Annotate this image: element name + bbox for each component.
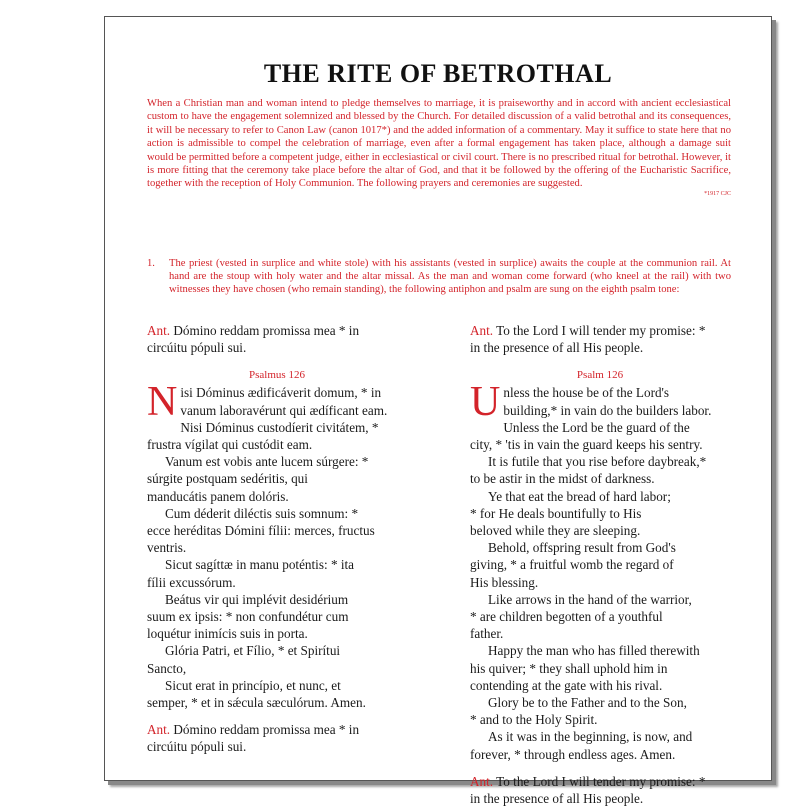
verse-line: Glória Patri, et Fílio, * et Spirítui xyxy=(165,643,341,659)
verse-line: Unless the Lord be the guard of the xyxy=(503,419,690,435)
rubric-step-1 xyxy=(147,257,731,297)
verse-line: his quiver; * they shall uphold him in xyxy=(470,660,668,676)
verse-line: Beátus vir qui implévit desidérium xyxy=(165,591,349,607)
verse-line: * are children begotten of a youthful xyxy=(470,609,663,625)
verse-line: father. xyxy=(470,626,504,642)
psalm-verse xyxy=(147,591,407,643)
verse-line: suum ex ipsis: * non confundétur cum xyxy=(147,609,349,625)
psalm-verse xyxy=(147,453,407,505)
verse-line: Sicut erat in princípio, et nunc, et xyxy=(165,677,341,693)
verse-line: Cum déderit diléctis suis somnum: * xyxy=(165,505,359,521)
english-antiphon-repeat xyxy=(470,773,730,807)
drop-cap: U xyxy=(470,379,501,426)
psalm-title: Psalmus 126 xyxy=(249,369,305,382)
antiphon-line: circúitu pópuli sui. xyxy=(147,340,247,356)
antiphon-line: To the Lord I will tender my promise: * xyxy=(496,323,706,338)
verse-line: Vanum est vobis ante lucem súrgere: * xyxy=(165,454,369,470)
verse-line: Sicut sagíttæ in manu poténtis: * ita xyxy=(165,557,355,573)
verse-line: Nisi Dóminus custodíerit civitátem, * xyxy=(180,419,379,435)
latin-antiphon xyxy=(147,322,407,356)
antiphon-label: Ant. xyxy=(470,323,494,338)
verse-line: vanum laboravérunt qui ædíficant eam. xyxy=(180,402,388,418)
antiphon-label: Ant. xyxy=(470,773,494,789)
psalm-verse xyxy=(147,419,407,453)
psalm-verse xyxy=(147,677,407,711)
psalm-verse xyxy=(470,591,730,643)
verse-line: giving, * a fruitful womb the regard of xyxy=(470,557,674,573)
verse-line: Like arrows in the hand of the warrior, xyxy=(488,591,692,607)
verse-line: semper, * et in sǽcula sæculórum. Amen. xyxy=(147,695,366,711)
english-antiphon xyxy=(470,322,730,356)
psalm-verse xyxy=(470,379,730,426)
psalm-verse xyxy=(470,419,730,453)
rubric-number: 1. xyxy=(147,258,155,269)
psalm-verse xyxy=(470,728,730,762)
psalm-verse xyxy=(470,453,730,487)
english-psalm-verses xyxy=(470,379,730,762)
antiphon-label: Ant. xyxy=(147,722,171,738)
verse-line: loquétur inimícis suis in porta. xyxy=(147,626,308,642)
psalm-verse xyxy=(147,642,407,676)
psalm-verse xyxy=(147,379,407,426)
footnote: *1917 CJC xyxy=(704,190,731,197)
verse-line: forever, * through endless ages. Amen. xyxy=(470,746,676,762)
verse-line: His blessing. xyxy=(470,574,539,590)
antiphon-line: in the presence of all His people. xyxy=(470,791,644,807)
verse-line: city, * 'tis in vain the guard keeps his sentry. xyxy=(470,437,703,453)
verse-line: ecce heréditas Dómini fílii: merces, fructus xyxy=(147,523,375,539)
intro-text: When a Christian man and woman intend to pledge themselves to marriage, it is praiseworthy and in accord with ancient ecclesiastical custom to have the engagement solemnized and blessed by the Church. For detailed discussion of a valid betrothal and its consequences, it will be necessary to refer to Canon Law (canon 1017*) and the added information of a commentary. May it suffice to state here that no action is admissible to compel the celebration of marriage, even after a formal engagement has taken place, although a damage suit would be permitted before a competent judge, either in ecclesiastical or civil court. There is no prescribed ritual for betrothal. However, it is more fitting that the ceremony take place before the altar of God, and that it be followed by the offering of the Eucharistic Sacrifice, together with the reception of Holy Communion. The following prayers and ceremonies are suggested. xyxy=(147,98,731,190)
antiphon-line: Dómino reddam promissa mea * in xyxy=(173,722,360,738)
verse-line: frustra vígilat qui custódit eam. xyxy=(147,437,313,453)
rubric-text: The priest (vested in surplice and white stole) with his assistants (vested in surplice) awaits the couple at the communion rail. At hand are the stoup with holy water and the altar missal. As the man and woman come forward (who kneel at the rail) with two witnesses they have chosen (who remain standing), the following antiphon and psalm are sung on the eighth psalm tone: xyxy=(169,258,731,296)
antiphon-line: To the Lord I will tender my promise: * xyxy=(496,773,706,789)
antiphon-line: Dómino reddam promissa mea * in xyxy=(173,323,360,338)
verse-line: nless the house be of the Lord's xyxy=(503,385,670,401)
latin-antiphon-repeat xyxy=(147,721,407,755)
psalm-verse xyxy=(147,556,407,590)
antiphon-line: circúitu pópuli sui. xyxy=(147,739,247,755)
psalm-verse xyxy=(470,694,730,728)
verse-line: Ye that eat the bread of hard labor; xyxy=(488,488,671,504)
psalm-title: Psalm 126 xyxy=(576,369,624,382)
verse-line: ventris. xyxy=(147,540,187,556)
verse-line: isi Dóminus ædificáverit domum, * in xyxy=(180,385,382,401)
verse-line: * and to the Holy Spirit. xyxy=(470,712,598,728)
english-column xyxy=(470,322,730,807)
verse-line: Happy the man who has filled therewith xyxy=(488,643,700,659)
psalm-verse xyxy=(470,642,730,694)
verse-line: building,* in vain do the builders labor. xyxy=(503,402,712,418)
verse-line: contending at the gate with his rival. xyxy=(470,677,663,693)
verse-line: súrgite postquam sedéritis, qui xyxy=(147,471,308,487)
page-title: THE RITE OF BETROTHAL xyxy=(263,59,613,88)
intro-rubric xyxy=(147,97,731,198)
verse-line: fílii excussórum. xyxy=(147,574,236,590)
verse-line: beloved while they are sleeping. xyxy=(470,523,641,539)
antiphon-line: in the presence of all His people. xyxy=(470,340,644,356)
verse-line: Sancto, xyxy=(147,660,187,676)
verse-line: manducátis panem dolóris. xyxy=(147,488,289,504)
verse-line: It is futile that you rise before daybreak,* xyxy=(488,454,707,470)
verse-line: Behold, offspring result from God's xyxy=(488,540,676,556)
verse-line: to be astir in the midst of darkness. xyxy=(470,471,655,487)
verse-line: As it was in the beginning, is now, and xyxy=(488,729,693,745)
psalm-verse xyxy=(147,505,407,557)
document-page xyxy=(104,16,772,807)
psalm-verse xyxy=(470,539,730,591)
latin-column xyxy=(147,322,407,756)
psalm-verse xyxy=(470,488,730,540)
antiphon-label: Ant. xyxy=(147,323,171,338)
drop-cap: N xyxy=(147,379,178,426)
latin-psalm-verses xyxy=(147,379,407,711)
verse-line: Glory be to the Father and to the Son, xyxy=(488,695,687,711)
verse-line: * for He deals bountifully to His xyxy=(470,505,642,521)
